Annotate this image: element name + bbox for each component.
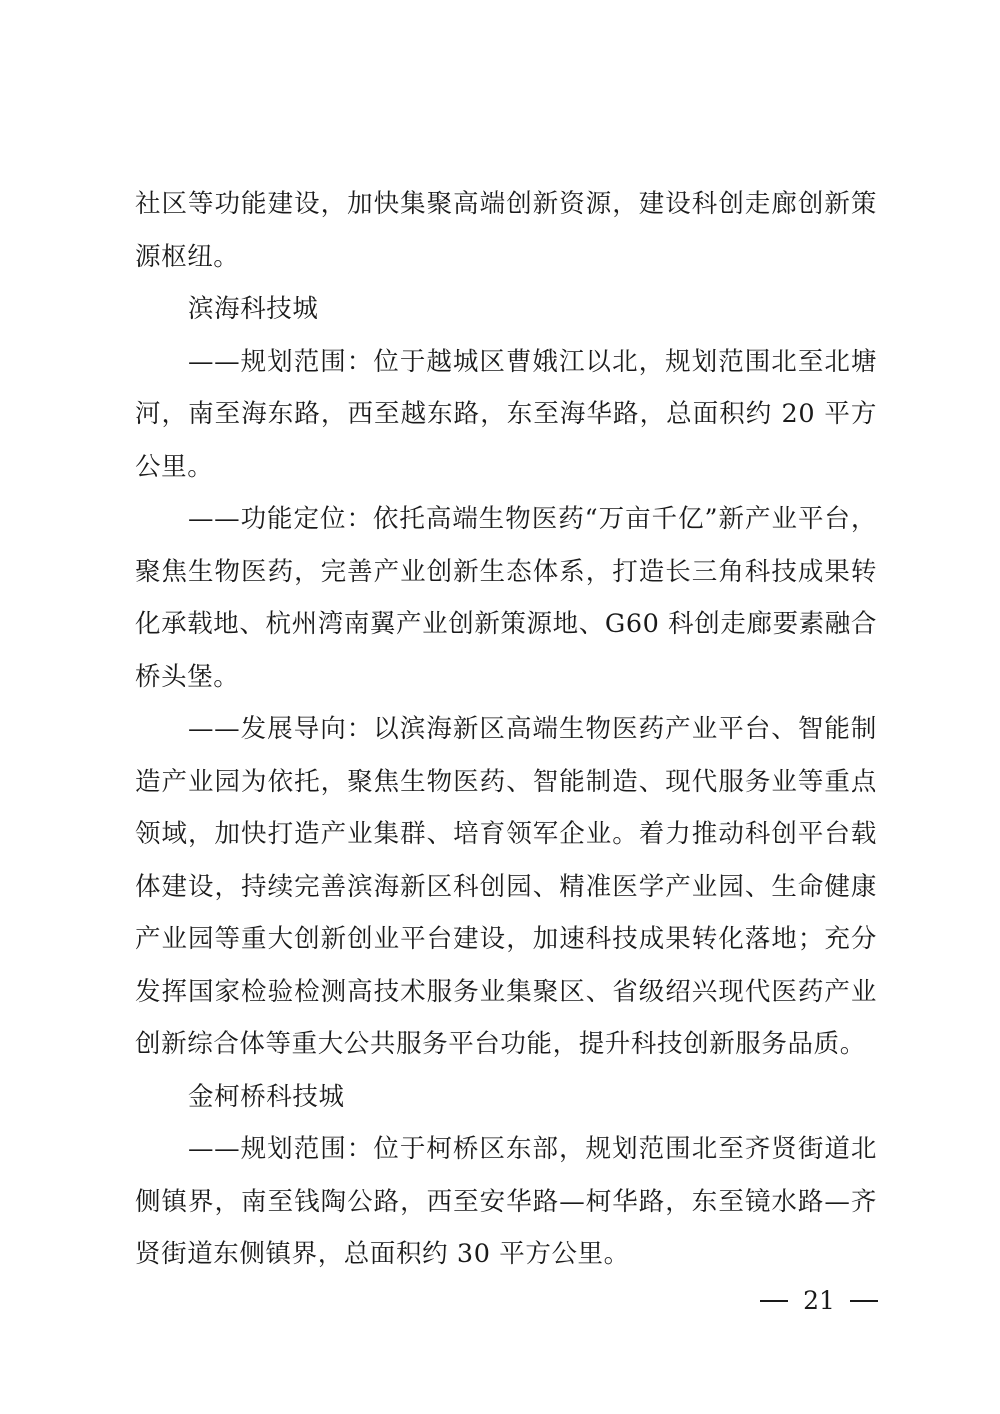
section-heading-binhai: 滨海科技城 (188, 294, 319, 324)
page-number: 21 (803, 1286, 835, 1315)
paragraph-planning-scope-2: ——规划范围：位于柯桥区东部，规划范围北至齐贤街道北侧镇界，南至钱陶公路，西至安华路—柯华路，东至镜水路—齐贤街道东侧镇界，总面积约 30 平方公里。 (135, 1134, 877, 1269)
dash-right (850, 1300, 878, 1302)
paragraph-function-positioning: ——功能定位：依托高端生物医药“万亩千亿”新产业平台，聚焦生物医药，完善产业创新生态体系，打造长三角科技成果转化承载地、杭州湾南翼产业创新策源地、G60 科创走廊要素融合桥头堡。 (135, 504, 877, 692)
paragraph-continuation: 社区等功能建设，加快集聚高端创新资源，建设科创走廊创新策源枢纽。 (135, 189, 877, 272)
paragraph-development-direction: ——发展导向：以滨海新区高端生物医药产业平台、智能制造产业园为依托，聚焦生物医药、智能制造、现代服务业等重点领域，加快打造产业集群、培育领军企业。着力推动科创平台载体建设，持续完善滨海新区科创园、精准医学产业园、生命健康产业园等重大创新创业平台建设，加速科技成果转化落地；充分发挥国家检验检测高技术服务业集聚区、省级绍兴现代医药产业创新综合体等重大公共服务平台功能，提升科技创新服务品质。 (135, 714, 877, 1059)
section-heading-jinkeqiao: 金柯桥科技城 (188, 1081, 345, 1112)
page-content (135, 178, 877, 1281)
page-number-footer (760, 1286, 878, 1315)
dash-left (760, 1300, 788, 1302)
paragraph-planning-scope: ——规划范围：位于越城区曹娥江以北，规划范围北至北塘河，南至海东路，西至越东路，东至海华路，总面积约 20 平方公里。 (135, 346, 877, 482)
